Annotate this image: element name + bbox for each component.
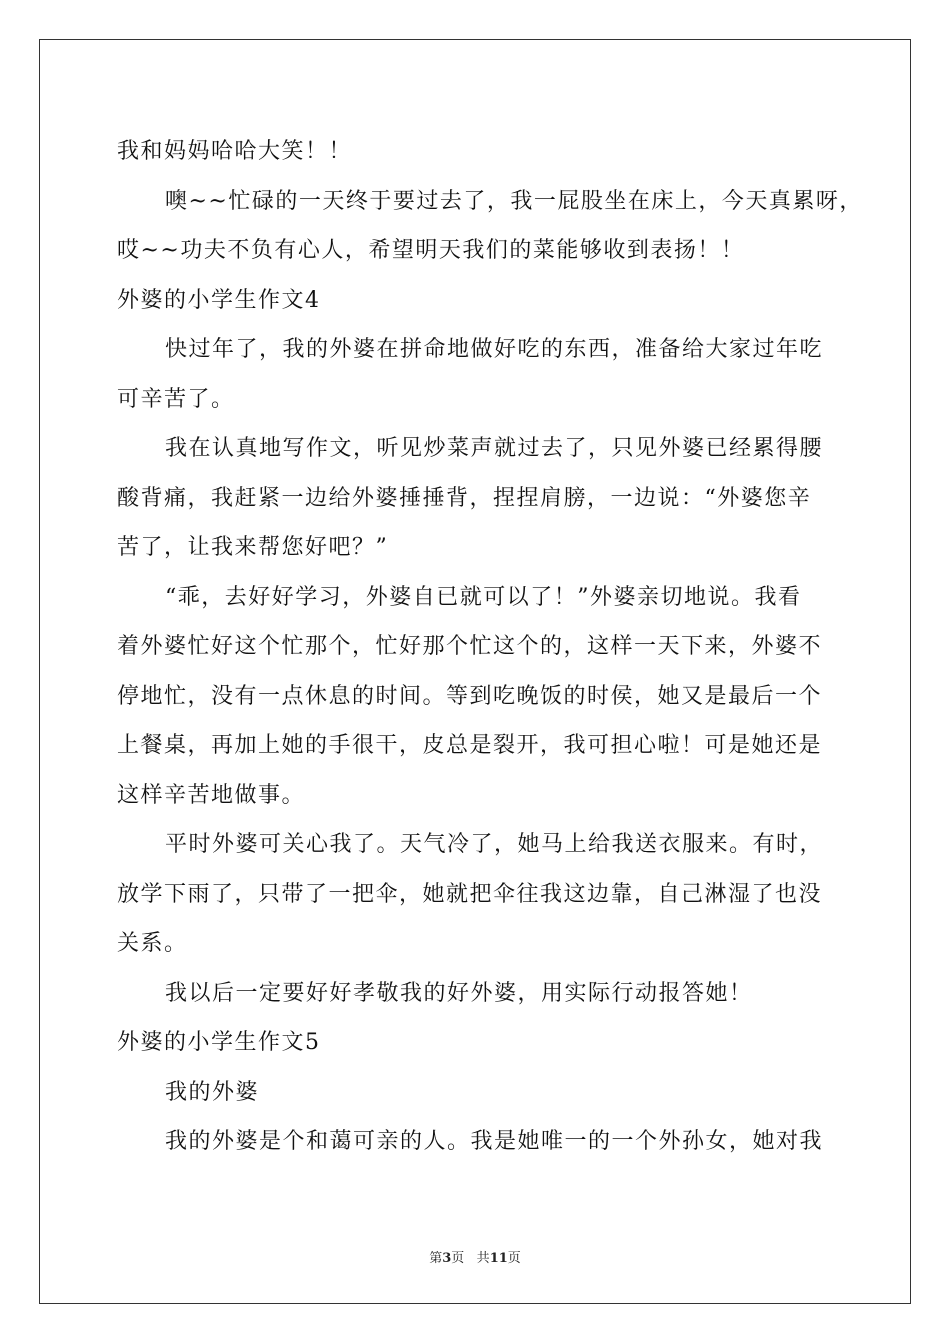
total-unit: 页: [507, 1251, 521, 1266]
text-line: 哎~~功夫不负有心人，希望明天我们的菜能够收到表扬！！: [117, 238, 745, 263]
text-line: 关系。: [117, 931, 188, 956]
section-heading: 外婆的小学生作文5: [117, 1030, 321, 1055]
text-line: 停地忙，没有一点休息的时间。等到吃晚饭的时侯，她又是最后一个: [117, 683, 823, 709]
text-line: 快过年了，我的外婆在拼命地做好吃的东西，准备给大家过年吃: [165, 337, 824, 362]
text-line: 酸背痛，我赶紧一边给外婆捶捶背，捏捏肩膀，一边说：“外婆您辛: [117, 485, 812, 511]
text-line: 我在认真地写作文，听见炒菜声就过去了，只见外婆已经累得腰: [165, 436, 824, 461]
text-line: 我的外婆是个和蔼可亲的人。我是她唯一的一个外孙女，她对我: [165, 1129, 824, 1154]
text-line: 我以后一定要好好孝敬我的好外婆，用实际行动报答她！: [165, 980, 753, 1006]
text-line: 平时外婆可关心我了。天气冷了，她马上给我送衣服来。有时，: [165, 832, 824, 857]
text-line: 可辛苦了。: [117, 386, 235, 412]
total-pages: 11: [489, 1251, 508, 1266]
page-footer: [0, 1247, 950, 1266]
document-body: [117, 127, 863, 1167]
page-unit: 页: [451, 1251, 465, 1266]
page-number: 3: [442, 1251, 452, 1266]
section-heading: 外婆的小学生作文4: [117, 287, 321, 313]
text-line: 放学下雨了，只带了一把伞，她就把伞往我这边靠，自己淋湿了也没: [117, 881, 823, 907]
page-prefix: 第: [429, 1251, 443, 1266]
text-line: 噢~~忙碌的一天终于要过去了，我一屁股坐在床上，今天真累呀，: [165, 188, 863, 214]
total-prefix: 共: [476, 1251, 490, 1266]
text-line: 上餐桌，再加上她的手很干，皮总是裂开，我可担心啦！可是她还是: [117, 733, 823, 758]
text-line: 着外婆忙好这个忙那个，忙好那个忙这个的，这样一天下来，外婆不: [117, 634, 823, 659]
text-line: 这样辛苦地做事。: [117, 782, 306, 808]
text-line: 苦了，让我来帮您好吧？”: [117, 535, 389, 560]
text-line: “乖，去好好学习，外婆自已就可以了！”外婆亲切地说。我看: [165, 584, 802, 610]
text-line: 我的外婆: [165, 1079, 260, 1105]
text-line: 我和妈妈哈哈大笑！！: [117, 139, 353, 164]
